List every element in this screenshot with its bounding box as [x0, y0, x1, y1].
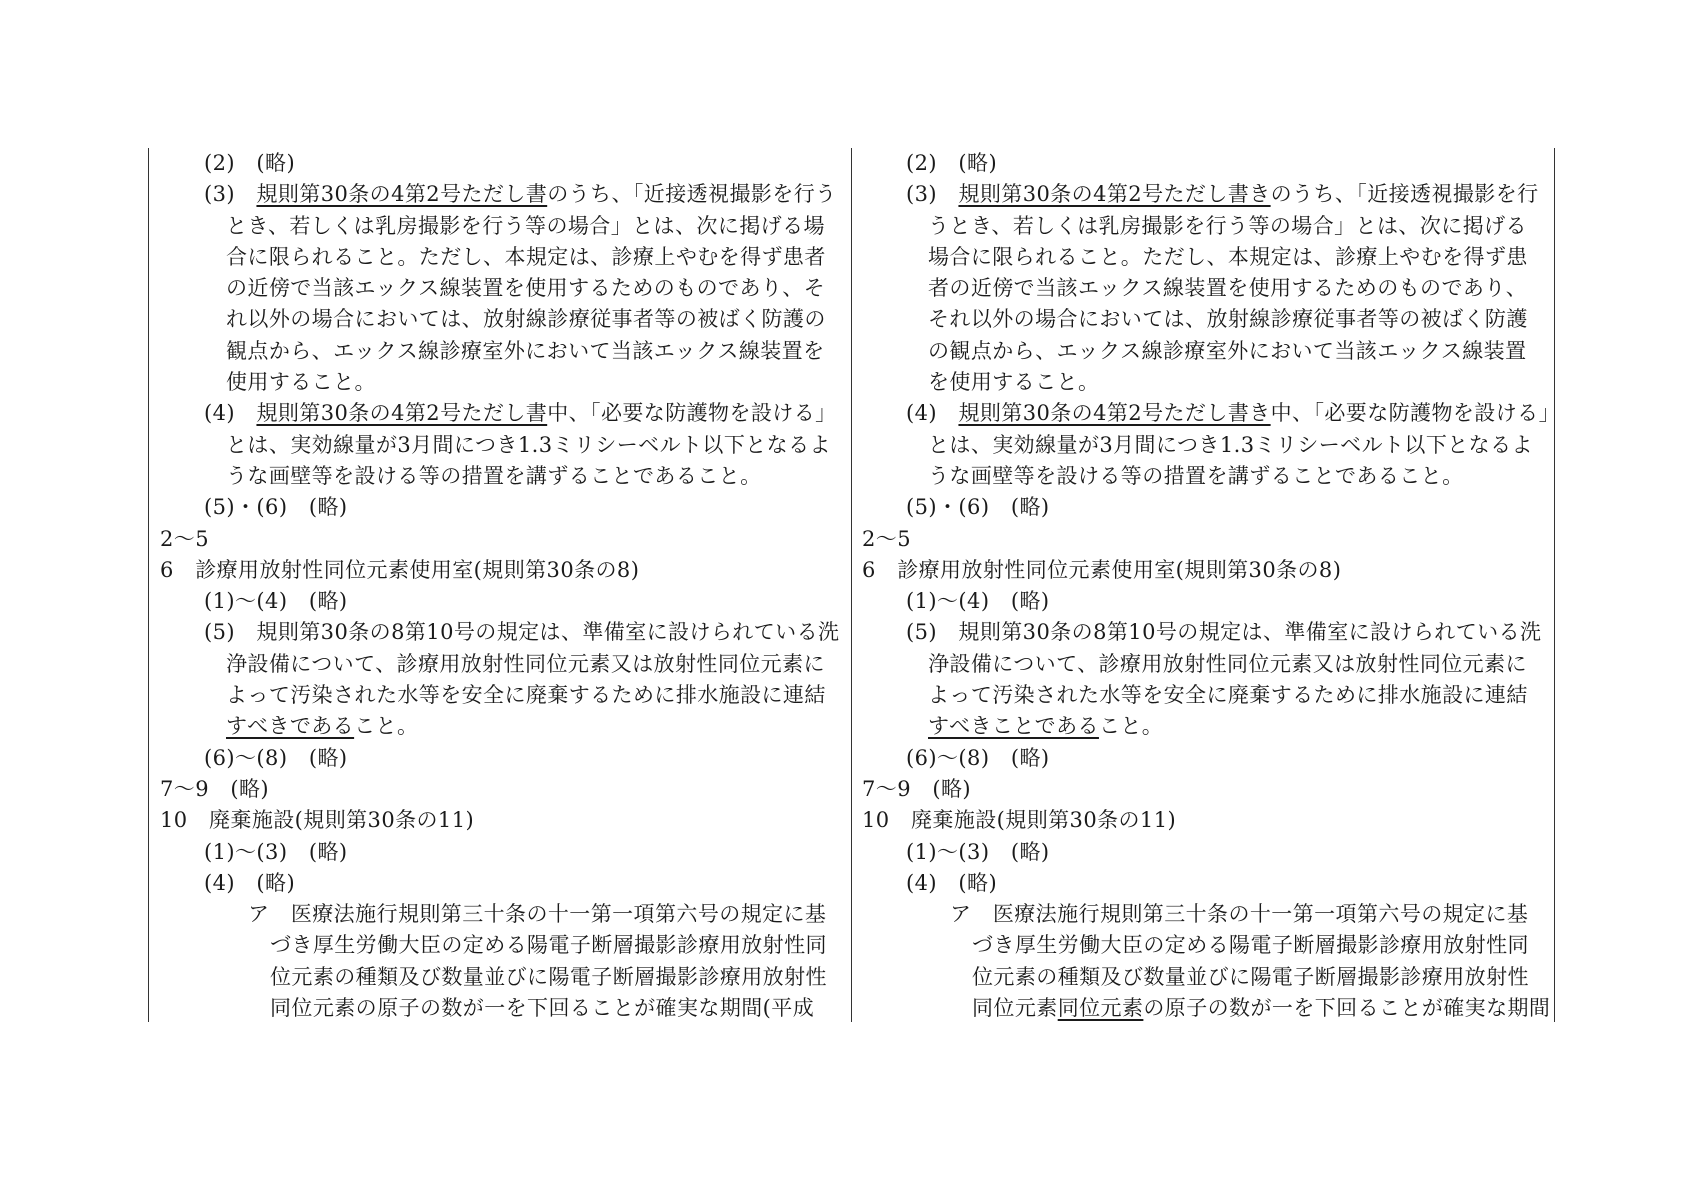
- text-segment: こと。: [354, 714, 419, 739]
- text-segment: (2) (略): [204, 151, 296, 175]
- text-segment: 中、「必要な防護物を設ける」: [1270, 401, 1560, 426]
- text-line: [160, 273, 840, 304]
- text-line: [862, 617, 1542, 648]
- text-line: [862, 555, 1542, 586]
- text-line: [862, 242, 1542, 273]
- text-line: [160, 367, 840, 398]
- text-segment: 合に限られること。ただし、本規定は、診療上やむを得ず患者: [226, 244, 826, 269]
- text-line: [862, 743, 1542, 774]
- text-segment: 使用すること。: [226, 370, 376, 395]
- text-segment: 位元素の種類及び数量並びに陽電子断層撮影診療用放射性: [270, 964, 827, 989]
- text-line: [160, 743, 840, 774]
- text-line: [160, 962, 840, 993]
- text-line: [160, 899, 840, 930]
- text-segment: の観点から、エックス線診療室外において当該エックス線装置: [928, 338, 1527, 363]
- underlined-amendment-text: 規則第30条の4第2号ただし書き: [958, 182, 1271, 207]
- text-line: [862, 211, 1542, 242]
- left-column-old-text: [160, 148, 840, 1024]
- text-line: [862, 524, 1542, 555]
- text-line: [862, 461, 1542, 492]
- right-border: [1554, 148, 1555, 1022]
- text-line: [160, 242, 840, 273]
- text-line: [862, 179, 1542, 210]
- text-line: [160, 930, 840, 961]
- text-segment: (1)〜(4) (略): [204, 589, 348, 614]
- text-segment: とは、実効線量が3月間につき1.3ミリシーベルト以下となるよ: [226, 432, 831, 457]
- text-line: [160, 711, 840, 742]
- text-line: [160, 492, 840, 523]
- text-line: [862, 930, 1542, 961]
- text-segment: 10 廃棄施設(規則第30条の11): [862, 808, 1177, 833]
- text-line: [160, 524, 840, 555]
- text-segment: づき厚生労働大臣の定める陽電子断層撮影診療用放射性同: [972, 933, 1529, 958]
- text-line: [160, 148, 840, 179]
- text-segment: を使用すること。: [928, 370, 1100, 395]
- text-line: [160, 304, 840, 335]
- text-segment: (6)〜(8) (略): [204, 745, 348, 770]
- text-segment: のうち、「近接透視撮影を行: [1270, 182, 1539, 207]
- text-line: [862, 336, 1542, 367]
- text-segment: 浄設備について、診療用放射性同位元素又は放射性同位元素に: [928, 651, 1527, 676]
- text-segment: 位元素の種類及び数量並びに陽電子断層撮影診療用放射性: [972, 964, 1529, 989]
- text-line: [862, 273, 1542, 304]
- text-segment: (5)・(6) (略): [906, 495, 1050, 520]
- text-segment: 者の近傍で当該エックス線装置を使用するためのものであり、: [928, 276, 1528, 301]
- text-segment: (5) 規則第30条の8第10号の規定は、準備室に設けられている洗: [204, 620, 840, 645]
- text-line: [160, 649, 840, 680]
- text-line: [160, 586, 840, 617]
- text-line: [862, 148, 1542, 179]
- text-segment: (1)〜(3) (略): [204, 839, 348, 864]
- text-segment: 6 診療用放射性同位元素使用室(規則第30条の8): [862, 557, 1342, 582]
- text-line: [160, 868, 840, 899]
- text-line: [160, 211, 840, 242]
- text-line: [862, 711, 1542, 742]
- text-segment: (6)〜(8) (略): [906, 745, 1050, 770]
- text-line: [862, 868, 1542, 899]
- text-line: [160, 774, 840, 805]
- text-line: [862, 837, 1542, 868]
- text-line: [862, 649, 1542, 680]
- text-segment: 中、「必要な防護物を設ける」: [547, 401, 837, 426]
- center-divider: [851, 148, 852, 1022]
- text-segment: の近傍で当該エックス線装置を使用するためのものであり、そ: [226, 276, 826, 301]
- text-segment: (1)〜(4) (略): [906, 589, 1050, 614]
- text-line: [862, 899, 1542, 930]
- text-segment: ア 医療法施行規則第三十条の十一第一項第六号の規定に基: [950, 902, 1529, 927]
- text-line: [160, 179, 840, 210]
- text-segment: のうち、「近接透視撮影を行う: [547, 182, 837, 207]
- text-segment: 観点から、エックス線診療室外において当該エックス線装置を: [226, 338, 825, 363]
- underlined-amendment-text: 同位元素: [1057, 996, 1144, 1021]
- text-segment: 7〜9 (略): [160, 776, 270, 801]
- text-segment: 浄設備について、診療用放射性同位元素又は放射性同位元素に: [226, 651, 825, 676]
- text-line: [160, 336, 840, 367]
- text-line: [862, 993, 1551, 1024]
- text-segment: (3): [204, 182, 257, 207]
- text-segment: 2〜5: [160, 526, 209, 551]
- underlined-amendment-text: 規則第30条の4第2号ただし書: [256, 401, 548, 426]
- text-segment: の原子の数が一を下回ることが確実な期間: [1143, 996, 1551, 1021]
- text-line: [862, 304, 1542, 335]
- underlined-amendment-text: 規則第30条の4第2号ただし書き: [958, 401, 1271, 426]
- text-segment: (4) (略): [204, 870, 296, 895]
- text-segment: (5)・(6) (略): [204, 495, 348, 520]
- text-segment: づき厚生労働大臣の定める陽電子断層撮影診療用放射性同: [270, 933, 827, 958]
- text-line: [862, 774, 1542, 805]
- text-segment: 6 診療用放射性同位元素使用室(規則第30条の8): [160, 557, 640, 582]
- text-segment: うな画壁等を設ける等の措置を講ずることであること。: [226, 463, 762, 488]
- text-line: [160, 680, 840, 711]
- text-line: [160, 555, 840, 586]
- text-segment: (3): [906, 182, 959, 207]
- right-column-new-text: [862, 148, 1560, 1024]
- underlined-amendment-text: すべきことである: [928, 714, 1099, 739]
- text-segment: 2〜5: [862, 526, 911, 551]
- text-segment: それ以外の場合においては、放射線診療従事者等の被ばく防護: [928, 307, 1528, 332]
- text-segment: うとき、若しくは乳房撮影を行う等の場合」とは、次に掲げる: [928, 213, 1527, 238]
- text-segment: (5) 規則第30条の8第10号の規定は、準備室に設けられている洗: [906, 620, 1542, 645]
- text-line: [160, 398, 840, 429]
- text-line: [862, 586, 1542, 617]
- text-line: [862, 680, 1542, 711]
- text-segment: れ以外の場合においては、放射線診療従事者等の被ばく防護の: [226, 307, 826, 332]
- underlined-amendment-text: すべきである: [226, 714, 355, 739]
- text-line: [160, 617, 840, 648]
- text-segment: ア 医療法施行規則第三十条の十一第一項第六号の規定に基: [248, 902, 827, 927]
- text-line: [862, 492, 1542, 523]
- text-segment: 10 廃棄施設(規則第30条の11): [160, 808, 475, 833]
- text-segment: よって汚染された水等を安全に廃棄するために排水施設に連結: [226, 683, 826, 708]
- text-line: [862, 430, 1542, 461]
- text-segment: 7〜9 (略): [862, 776, 972, 801]
- text-line: [160, 805, 840, 836]
- text-segment: 同位元素の原子の数が一を下回ることが確実な期間(平成: [270, 996, 815, 1021]
- text-segment: (4): [906, 401, 959, 426]
- text-segment: うな画壁等を設ける等の措置を講ずることであること。: [928, 463, 1464, 488]
- text-segment: (4) (略): [906, 870, 998, 895]
- text-line: [160, 993, 840, 1024]
- underlined-amendment-text: 規則第30条の4第2号ただし書: [256, 182, 548, 207]
- left-border: [148, 148, 149, 1022]
- text-line: [160, 837, 840, 868]
- text-segment: 場合に限られること。ただし、本規定は、診療上やむを得ず患: [928, 244, 1528, 269]
- text-line: [862, 367, 1542, 398]
- text-segment: とは、実効線量が3月間につき1.3ミリシーベルト以下となるよ: [928, 432, 1533, 457]
- text-line: [862, 805, 1542, 836]
- text-segment: 同位元素: [972, 996, 1058, 1021]
- text-segment: とき、若しくは乳房撮影を行う等の場合」とは、次に掲げる場: [226, 213, 825, 238]
- text-line: [862, 398, 1560, 429]
- text-segment: (1)〜(3) (略): [906, 839, 1050, 864]
- text-line: [160, 430, 840, 461]
- text-segment: こと。: [1098, 714, 1164, 739]
- text-segment: (2) (略): [906, 151, 998, 175]
- text-line: [160, 461, 840, 492]
- text-segment: (4): [204, 401, 257, 426]
- text-line: [862, 962, 1542, 993]
- text-segment: よって汚染された水等を安全に廃棄するために排水施設に連結: [928, 683, 1528, 708]
